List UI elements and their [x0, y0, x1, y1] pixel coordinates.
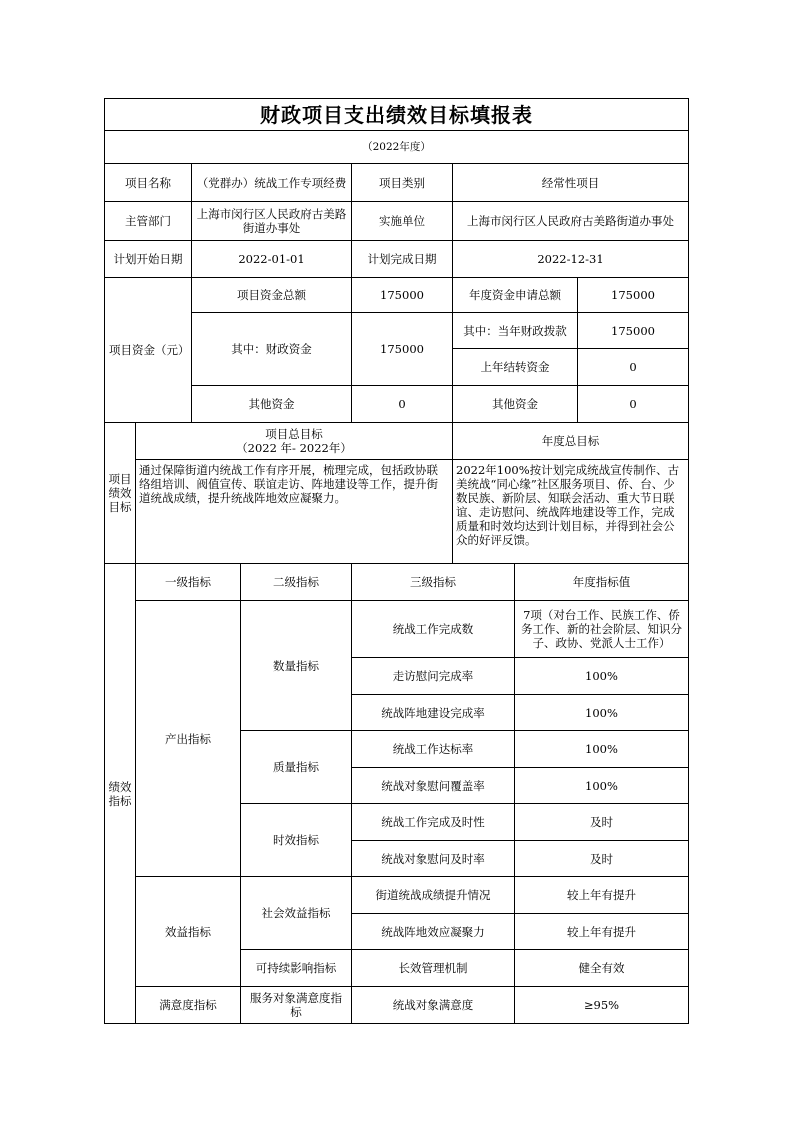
indicator-value: 7项（对台工作、民族工作、侨务工作、新的社会阶层、知识分子、政协、党派人士工作）: [515, 601, 689, 658]
indicator-value: 较上年有提升: [515, 914, 689, 950]
level2-sustain: 可持续影响指标: [241, 950, 352, 987]
indicator-value: 100%: [515, 658, 689, 695]
funds-other2-value: 0: [578, 386, 689, 423]
indicator-name: 长效管理机制: [352, 950, 515, 987]
funds-fiscal-value: 175000: [352, 313, 453, 386]
funds-other2-label: 其他资金: [453, 386, 578, 423]
project-name-label: 项目名称: [105, 164, 192, 202]
header-level2: 二级指标: [241, 564, 352, 601]
funds-other-label: 其他资金: [192, 386, 352, 423]
form-year: （2022年度）: [105, 131, 689, 164]
level2-quality: 质量指标: [241, 731, 352, 804]
start-date-label: 计划开始日期: [105, 241, 192, 278]
funds-annual-value: 175000: [578, 278, 689, 313]
indicator-value: ≥95%: [515, 987, 689, 1024]
level2-quantity: 数量指标: [241, 601, 352, 731]
project-type-label: 项目类别: [352, 164, 453, 202]
impl-value: 上海市闵行区人民政府古美路街道办事处: [453, 202, 689, 241]
indicator-value: 100%: [515, 695, 689, 731]
header-level3: 三级指标: [352, 564, 515, 601]
level2-timeliness: 时效指标: [241, 804, 352, 877]
funds-other-value: 0: [352, 386, 453, 423]
indicator-value: 及时: [515, 841, 689, 877]
goals-overall-title: 项目总目标: [265, 427, 323, 441]
end-date-value: 2022-12-31: [453, 241, 689, 278]
indicators-label: 绩效指标: [105, 564, 136, 1024]
project-type-value: 经常性项目: [453, 164, 689, 202]
dept-label: 主管部门: [105, 202, 192, 241]
dept-value: 上海市闵行区人民政府古美路街道办事处: [192, 202, 352, 241]
start-date-value: 2022-01-01: [192, 241, 352, 278]
goals-label: 项目绩效目标: [105, 423, 136, 564]
form-table: [104, 98, 689, 1024]
indicator-name: 统战对象慰问及时率: [352, 841, 515, 877]
project-name-value: （党群办）统战工作专项经费: [192, 164, 352, 202]
goals-annual-header: 年度总目标: [453, 423, 689, 460]
funds-carry-label: 上年结转资金: [453, 349, 578, 386]
level2-social: 社会效益指标: [241, 877, 352, 950]
header-annual-value: 年度指标值: [515, 564, 689, 601]
header-level1: 一级指标: [136, 564, 241, 601]
indicator-name: 统战工作达标率: [352, 731, 515, 768]
funds-label: 项目资金（元）: [105, 278, 192, 423]
indicator-name: 街道统战成绩提升情况: [352, 877, 515, 914]
funds-total-label: 项目资金总额: [192, 278, 352, 313]
goals-overall-text: 通过保障街道内统战工作有序开展，梳理完成，包括政协联络组培训、阀值宣传、联谊走访、阵地建设等工作，提升街道统战成绩，提升统战阵地效应凝聚力。: [136, 460, 453, 564]
indicator-name: 统战工作完成数: [352, 601, 515, 658]
funds-carry-value: 0: [578, 349, 689, 386]
goals-overall-range: （2022 年- 2022年）: [236, 441, 352, 455]
funds-total-value: 175000: [352, 278, 453, 313]
indicator-name: 统战对象满意度: [352, 987, 515, 1024]
funds-current-label: 其中：当年财政拨款: [453, 313, 578, 349]
indicator-value: 及时: [515, 804, 689, 841]
end-date-label: 计划完成日期: [352, 241, 453, 278]
indicator-name: 统战对象慰问覆盖率: [352, 768, 515, 804]
level1-benefit: 效益指标: [136, 877, 241, 987]
indicator-value: 100%: [515, 731, 689, 768]
level2-service-satisfaction: 服务对象满意度指标: [241, 987, 352, 1024]
impl-label: 实施单位: [352, 202, 453, 241]
indicator-name: 统战工作完成及时性: [352, 804, 515, 841]
indicator-value: 100%: [515, 768, 689, 804]
level1-output: 产出指标: [136, 601, 241, 877]
funds-annual-label: 年度资金申请总额: [453, 278, 578, 313]
level1-satisfaction: 满意度指标: [136, 987, 241, 1024]
indicator-value: 健全有效: [515, 950, 689, 987]
goals-overall-header: [136, 423, 453, 460]
indicator-name: 统战阵地效应凝聚力: [352, 914, 515, 950]
indicator-name: 统战阵地建设完成率: [352, 695, 515, 731]
indicator-value: 较上年有提升: [515, 877, 689, 914]
goals-annual-text: 2022年100%按计划完成统战宣传制作、古美统战“同心缘”社区服务项目、侨、台、少数民族、新阶层、知联会活动、重大节日联谊、走访慰问、统战阵地建设等工作，完成质量和时效均达到计划目标，并得到社会公众的好评反馈。: [453, 460, 689, 564]
indicator-name: 走访慰问完成率: [352, 658, 515, 695]
funds-fiscal-label: 其中：财政资金: [192, 313, 352, 386]
funds-current-value: 175000: [578, 313, 689, 349]
form-title: 财政项目支出绩效目标填报表: [105, 99, 689, 131]
